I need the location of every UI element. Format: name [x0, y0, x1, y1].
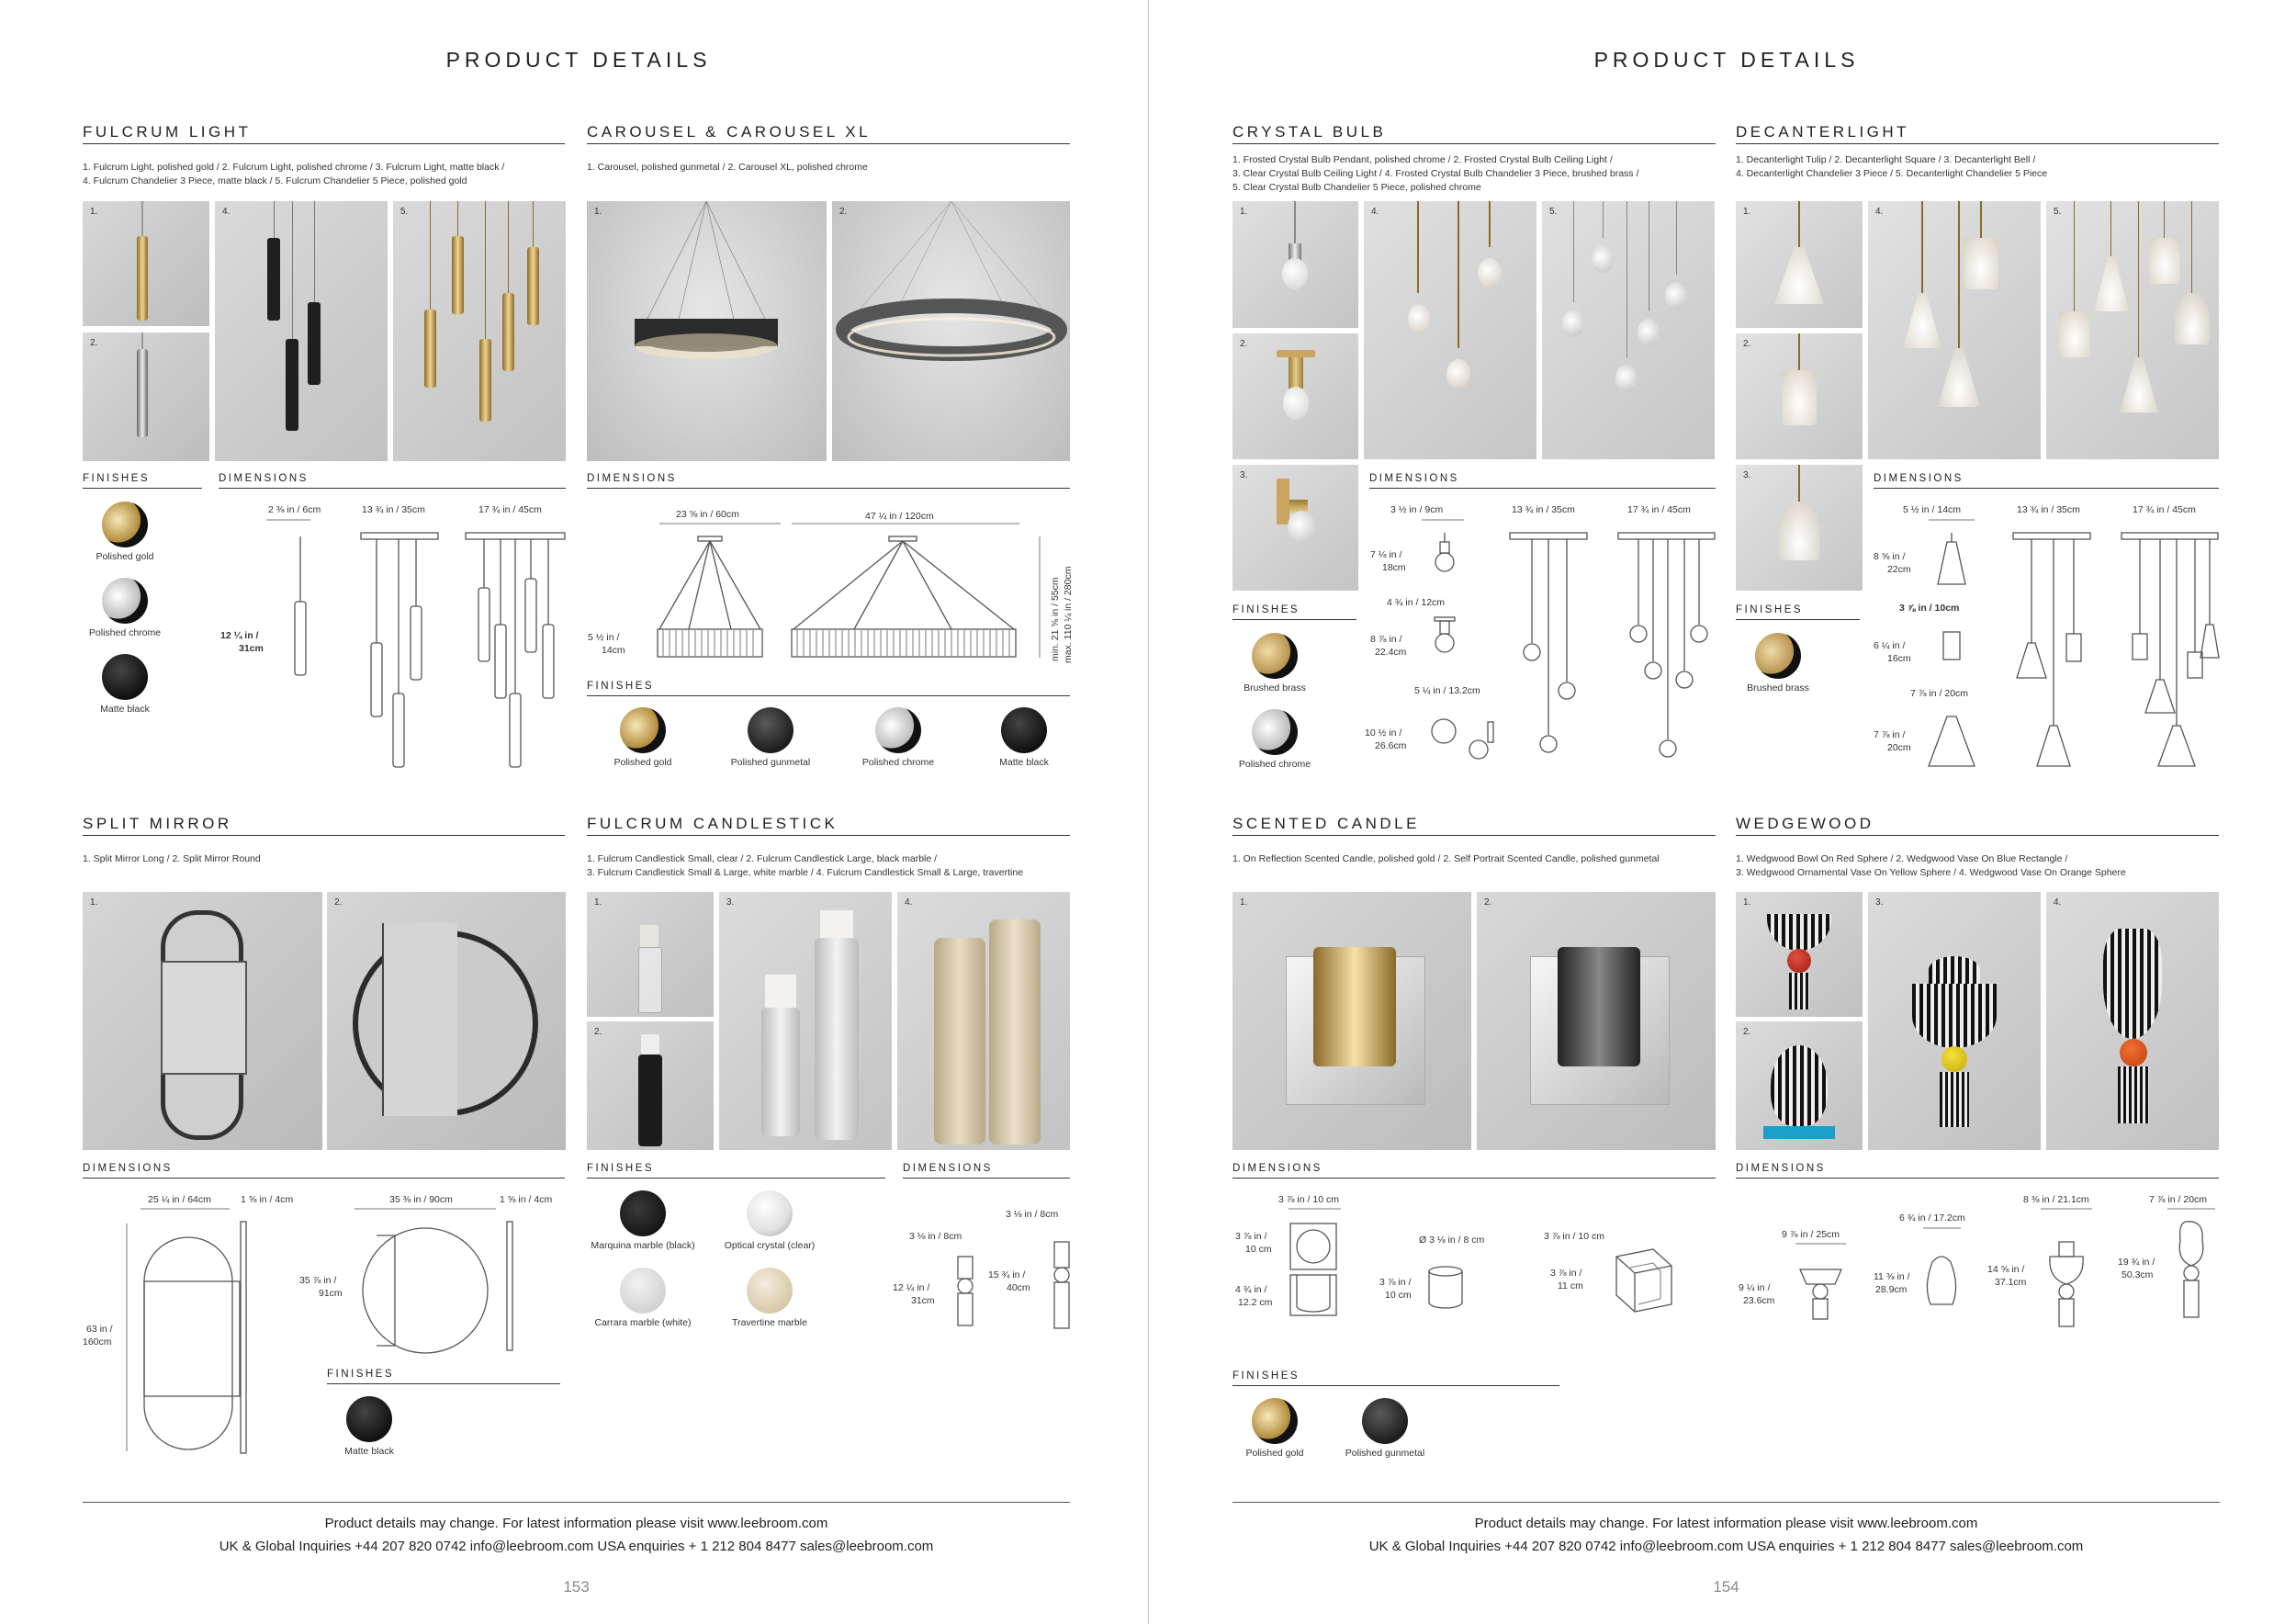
dimension-label: 12.2 cm	[1238, 1297, 1273, 1308]
dimension-label: 6 ¼ in /	[1874, 640, 1906, 651]
finish-label: Polished gunmetal	[1345, 1448, 1425, 1459]
photo-number: 1.	[594, 897, 602, 908]
description-line: 1. Fulcrum Candlestick Small, clear / 2. Fulcrum Candlestick Large, black marble /	[587, 853, 938, 864]
dimension-label: 19 ¾ in /	[2118, 1257, 2155, 1268]
photo-number: 5.	[2054, 207, 2062, 217]
description-line: 4. Fulcrum Chandelier 3 Piece, matte black / 5. Fulcrum Chandelier 5 Piece, polished gold	[83, 175, 467, 186]
dimension-label: 31cm	[911, 1295, 935, 1306]
description-line: 3. Fulcrum Candlestick Small & Large, white marble / 4. Fulcrum Candlestick Small & Large, travertine	[587, 867, 1024, 878]
dimensions-label: DIMENSIONS	[1874, 473, 1964, 484]
dimension-label: 1 ⅝ in / 4cm	[241, 1194, 294, 1205]
dimension-label: 18cm	[1382, 562, 1406, 573]
finish-label: Polished chrome	[1238, 759, 1311, 770]
dimension-label: 9 ¼ in /	[1739, 1282, 1771, 1293]
photo-number: 3.	[1875, 897, 1884, 908]
dimension-label: 5 ½ in /	[588, 632, 620, 643]
photo-number: 5.	[400, 207, 409, 217]
finish-label: Optical crystal (clear)	[724, 1240, 816, 1251]
dimension-label: 10 cm	[1245, 1244, 1272, 1255]
photo-number: 3.	[1240, 470, 1248, 480]
page-title-right: PRODUCT DETAILS	[1593, 48, 1860, 72]
dimension-label: 7 ⅞ in / 20cm	[2149, 1194, 2208, 1205]
description-line: 3. Clear Crystal Bulb Ceiling Light / 4. Frosted Crystal Bulb Chandelier 3 Piece, brushed brass /	[1232, 168, 1639, 179]
dimensions-label: DIMENSIONS	[1232, 1163, 1322, 1174]
finish-label: Polished chrome	[861, 757, 935, 768]
dimension-label: 23.6cm	[1743, 1295, 1775, 1306]
footer-website-notice: Product details may change. For latest information please visit www.leebroom.com	[324, 1516, 828, 1531]
photo-number: 3.	[1743, 470, 1751, 480]
photo-number: 1.	[1743, 207, 1751, 217]
dimension-label: 1 ⅝ in / 4cm	[500, 1194, 553, 1205]
finishes-label: FINISHES	[327, 1369, 395, 1380]
photo-number: 4.	[1371, 207, 1379, 217]
section-title: CRYSTAL BULB	[1232, 123, 1387, 141]
photo-number: 1.	[1240, 207, 1248, 217]
section-title: DECANTERLIGHT	[1736, 123, 1910, 141]
dimension-label: 63 in /	[86, 1324, 113, 1335]
dimension-label: 6 ¾ in / 17.2cm	[1899, 1212, 1965, 1224]
dimensions-label: DIMENSIONS	[903, 1163, 993, 1174]
photo-number: 2.	[90, 338, 98, 348]
description-line: 1. Frosted Crystal Bulb Pendant, polished chrome / 2. Frosted Crystal Bulb Ceiling Light /	[1232, 154, 1613, 165]
photo-number: 4.	[905, 897, 913, 908]
finish-label: Travertine marble	[732, 1317, 807, 1328]
description-line: 4. Decanterlight Chandelier 3 Piece / 5. Decanterlight Chandelier 5 Piece	[1736, 168, 2048, 179]
finish-label: Marquina marble (black)	[591, 1240, 695, 1251]
dimensions-label: DIMENSIONS	[219, 473, 309, 484]
photo-number: 3.	[726, 897, 735, 908]
dimension-label: 12 ¼ in /	[220, 630, 259, 641]
description-line: 1. Decanterlight Tulip / 2. Decanterlight Square / 3. Decanterlight Bell /	[1736, 154, 2036, 165]
finish-label: Polished gold	[613, 757, 672, 768]
dimensions-label: DIMENSIONS	[1736, 1163, 1826, 1174]
photo-number: 5.	[1549, 207, 1558, 217]
finish-label: Polished chrome	[88, 627, 162, 638]
finish-label: Matte black	[344, 1446, 394, 1457]
dimension-label: 12 ¼ in /	[893, 1282, 930, 1293]
description-line: 5. Clear Crystal Bulb Chandelier 5 Piece, polished chrome	[1232, 182, 1481, 193]
dimension-label: 28.9cm	[1875, 1284, 1908, 1295]
finishes-label: FINISHES	[1232, 1370, 1300, 1382]
dimension-label: 25 ¼ in / 64cm	[148, 1194, 211, 1205]
dimension-label: 3 ⅞ in /	[1379, 1277, 1412, 1288]
dimension-label: 20cm	[1887, 742, 1911, 753]
dimension-label: 15 ¾ in /	[988, 1269, 1026, 1280]
dimension-label: 3 ⅞ in / 10 cm	[1544, 1231, 1604, 1242]
dimension-label: 17 ¾ in / 45cm	[478, 504, 542, 515]
dimension-label: 2 ⅜ in / 6cm	[268, 504, 321, 515]
dimension-label: 26.6cm	[1375, 740, 1407, 751]
dimension-label: 40cm	[1007, 1282, 1030, 1293]
finish-label: Brushed brass	[1747, 682, 1809, 694]
dimension-label: 17 ¾ in / 45cm	[2133, 504, 2196, 515]
photo-number: 1.	[90, 207, 98, 217]
dimension-label: 5 ¼ in / 13.2cm	[1414, 685, 1480, 696]
dimensions-label: DIMENSIONS	[1369, 473, 1459, 484]
description-line: 3. Wedgwood Ornamental Vase On Yellow Sphere / 4. Wedgwood Vase On Orange Sphere	[1736, 867, 2126, 878]
dimension-label: 13 ¾ in / 35cm	[362, 504, 425, 515]
dimension-label: 16cm	[1887, 653, 1911, 664]
page-title-left: PRODUCT DETAILS	[445, 48, 712, 72]
dimension-label: 3 ⅞ in / 10 cm	[1278, 1194, 1339, 1205]
photo-number: 2.	[1743, 339, 1751, 349]
footer-divider	[1232, 1502, 2220, 1503]
dimension-label: 35 ⅞ in /	[299, 1275, 337, 1286]
finish-label: Polished gunmetal	[730, 757, 811, 768]
photo-number: 2.	[594, 1027, 602, 1037]
footer-contacts: UK & Global Inquiries +44 207 820 0742 info@leebroom.com USA enquiries + 1 212 804 8477 sales@leebroom.com	[1368, 1539, 2084, 1554]
finish-label: Matte black	[999, 757, 1049, 768]
product-description: 1. On Reflection Scented Candle, polished gold / 2. Self Portrait Scented Candle, polished gunmetal	[1232, 853, 1660, 864]
dimension-label: 3 ½ in / 9cm	[1390, 504, 1444, 515]
section-title: FULCRUM CANDLESTICK	[587, 815, 838, 832]
photo-number: 4.	[1875, 207, 1884, 217]
dimension-label: 47 ¼ in / 120cm	[865, 511, 934, 522]
dimension-label: 91cm	[319, 1288, 343, 1299]
finishes-label: FINISHES	[1736, 604, 1804, 615]
photo-number: 2.	[1743, 1027, 1751, 1037]
photo-number: 1.	[594, 207, 602, 217]
dimension-label: 10 cm	[1385, 1290, 1412, 1301]
section-title: SPLIT MIRROR	[83, 815, 232, 832]
finish-label: Carrara marble (white)	[594, 1317, 692, 1328]
photo-number: 1.	[1240, 897, 1248, 908]
dimension-label: 37.1cm	[1995, 1277, 2027, 1288]
dimension-label: 8 ⅝ in /	[1874, 551, 1906, 562]
dimension-label: 4 ¾ in / 12cm	[1387, 597, 1446, 608]
dimension-label: 14cm	[602, 645, 625, 656]
dimension-label: 10 ½ in /	[1365, 727, 1402, 739]
photo-number: 2.	[334, 897, 343, 908]
section-title: FULCRUM LIGHT	[83, 123, 252, 141]
dimension-label: 11 cm	[1558, 1280, 1583, 1291]
dimension-label: 22cm	[1887, 564, 1911, 575]
footer-website-notice: Product details may change. For latest information please visit www.leebroom.com	[1474, 1516, 1978, 1531]
product-description: 1. Carousel, polished gunmetal / 2. Carousel XL, polished chrome	[587, 162, 868, 173]
dimension-label: 23 ⅝ in / 60cm	[676, 509, 739, 520]
dimension-label: 8 ⅞ in /	[1370, 634, 1402, 645]
dimension-label: 35 ⅜ in / 90cm	[389, 1194, 453, 1205]
dimension-label: 31cm	[239, 643, 264, 654]
dimension-label: 14 ⅝ in /	[1987, 1264, 2025, 1275]
page-number: 154	[1713, 1578, 1739, 1596]
photo-number: 2.	[1240, 339, 1248, 349]
dimension-label: 8 ⅜ in / 21.1cm	[2023, 1194, 2089, 1205]
dimension-label: 11 ⅜ in /	[1874, 1271, 1910, 1282]
finish-label: Polished gold	[96, 551, 154, 562]
section-title: WEDGEWOOD	[1736, 815, 1874, 832]
dimension-label: 13 ¾ in / 35cm	[1512, 504, 1575, 515]
dimension-label: 7 ⅛ in /	[1370, 549, 1402, 560]
dimension-label: 13 ¾ in / 35cm	[2017, 504, 2080, 515]
dimension-label: 4 ¾ in /	[1235, 1284, 1267, 1295]
finish-label: Matte black	[100, 704, 150, 715]
dimension-label: 3 ⅛ in / 8cm	[909, 1231, 962, 1242]
dimension-label: 3 ⅞ in /	[1550, 1268, 1582, 1279]
dimension-label: 50.3cm	[2122, 1269, 2154, 1280]
photo-number: 1.	[1743, 897, 1751, 908]
dimension-label: max. 110 ¼ in / 280cm	[1063, 566, 1074, 663]
finish-label: Polished gold	[1245, 1448, 1304, 1459]
finishes-label: FINISHES	[1232, 604, 1300, 615]
dimension-label: 17 ¾ in / 45cm	[1627, 504, 1691, 515]
finish-label: Brushed brass	[1244, 682, 1306, 694]
dimension-label: 5 ½ in / 14cm	[1903, 504, 1962, 515]
dimension-label: 3 ⅛ in / 8cm	[1006, 1209, 1059, 1220]
dimension-label: 160cm	[83, 1336, 112, 1348]
section-title: SCENTED CANDLE	[1232, 815, 1420, 832]
dimension-label: min. 21 ⅝ in / 55cm	[1050, 577, 1061, 661]
dimension-label: 7 ⅞ in / 20cm	[1910, 688, 1969, 699]
photo-number: 4.	[222, 207, 231, 217]
finishes-label: FINISHES	[83, 473, 151, 484]
photo-number: 1.	[90, 897, 98, 908]
dimensions-label: DIMENSIONS	[83, 1163, 173, 1174]
dimension-label: 7 ⅞ in /	[1874, 729, 1906, 740]
dimension-label: 22.4cm	[1375, 647, 1407, 658]
footer-contacts: UK & Global Inquiries +44 207 820 0742 info@leebroom.com USA enquiries + 1 212 804 8477 sales@leebroom.com	[219, 1539, 934, 1554]
photo-number: 2.	[839, 207, 848, 217]
dimension-label: Ø 3 ⅛ in / 8 cm	[1419, 1235, 1485, 1246]
dimensions-label: DIMENSIONS	[587, 473, 677, 484]
photo-number: 4.	[2054, 897, 2062, 908]
finishes-label: FINISHES	[587, 1163, 655, 1174]
description-line: 1. Fulcrum Light, polished gold / 2. Fulcrum Light, polished chrome / 3. Fulcrum Light, matte black /	[83, 162, 505, 173]
dimension-label: 3 ⅞ in /	[1235, 1231, 1267, 1242]
photo-number: 2.	[1484, 897, 1492, 908]
finishes-label: FINISHES	[587, 681, 655, 692]
dimension-label: 3 ⅞ in / 10cm	[1899, 603, 1960, 614]
section-title: CAROUSEL & CAROUSEL XL	[587, 123, 872, 141]
description-line: 1. Wedgwood Bowl On Red Sphere / 2. Wedgwood Vase On Blue Rectangle /	[1736, 853, 2068, 864]
dimension-label: 9 ⅞ in / 25cm	[1782, 1229, 1840, 1240]
page-number: 153	[563, 1578, 590, 1596]
product-description: 1. Split Mirror Long / 2. Split Mirror Round	[83, 853, 261, 864]
